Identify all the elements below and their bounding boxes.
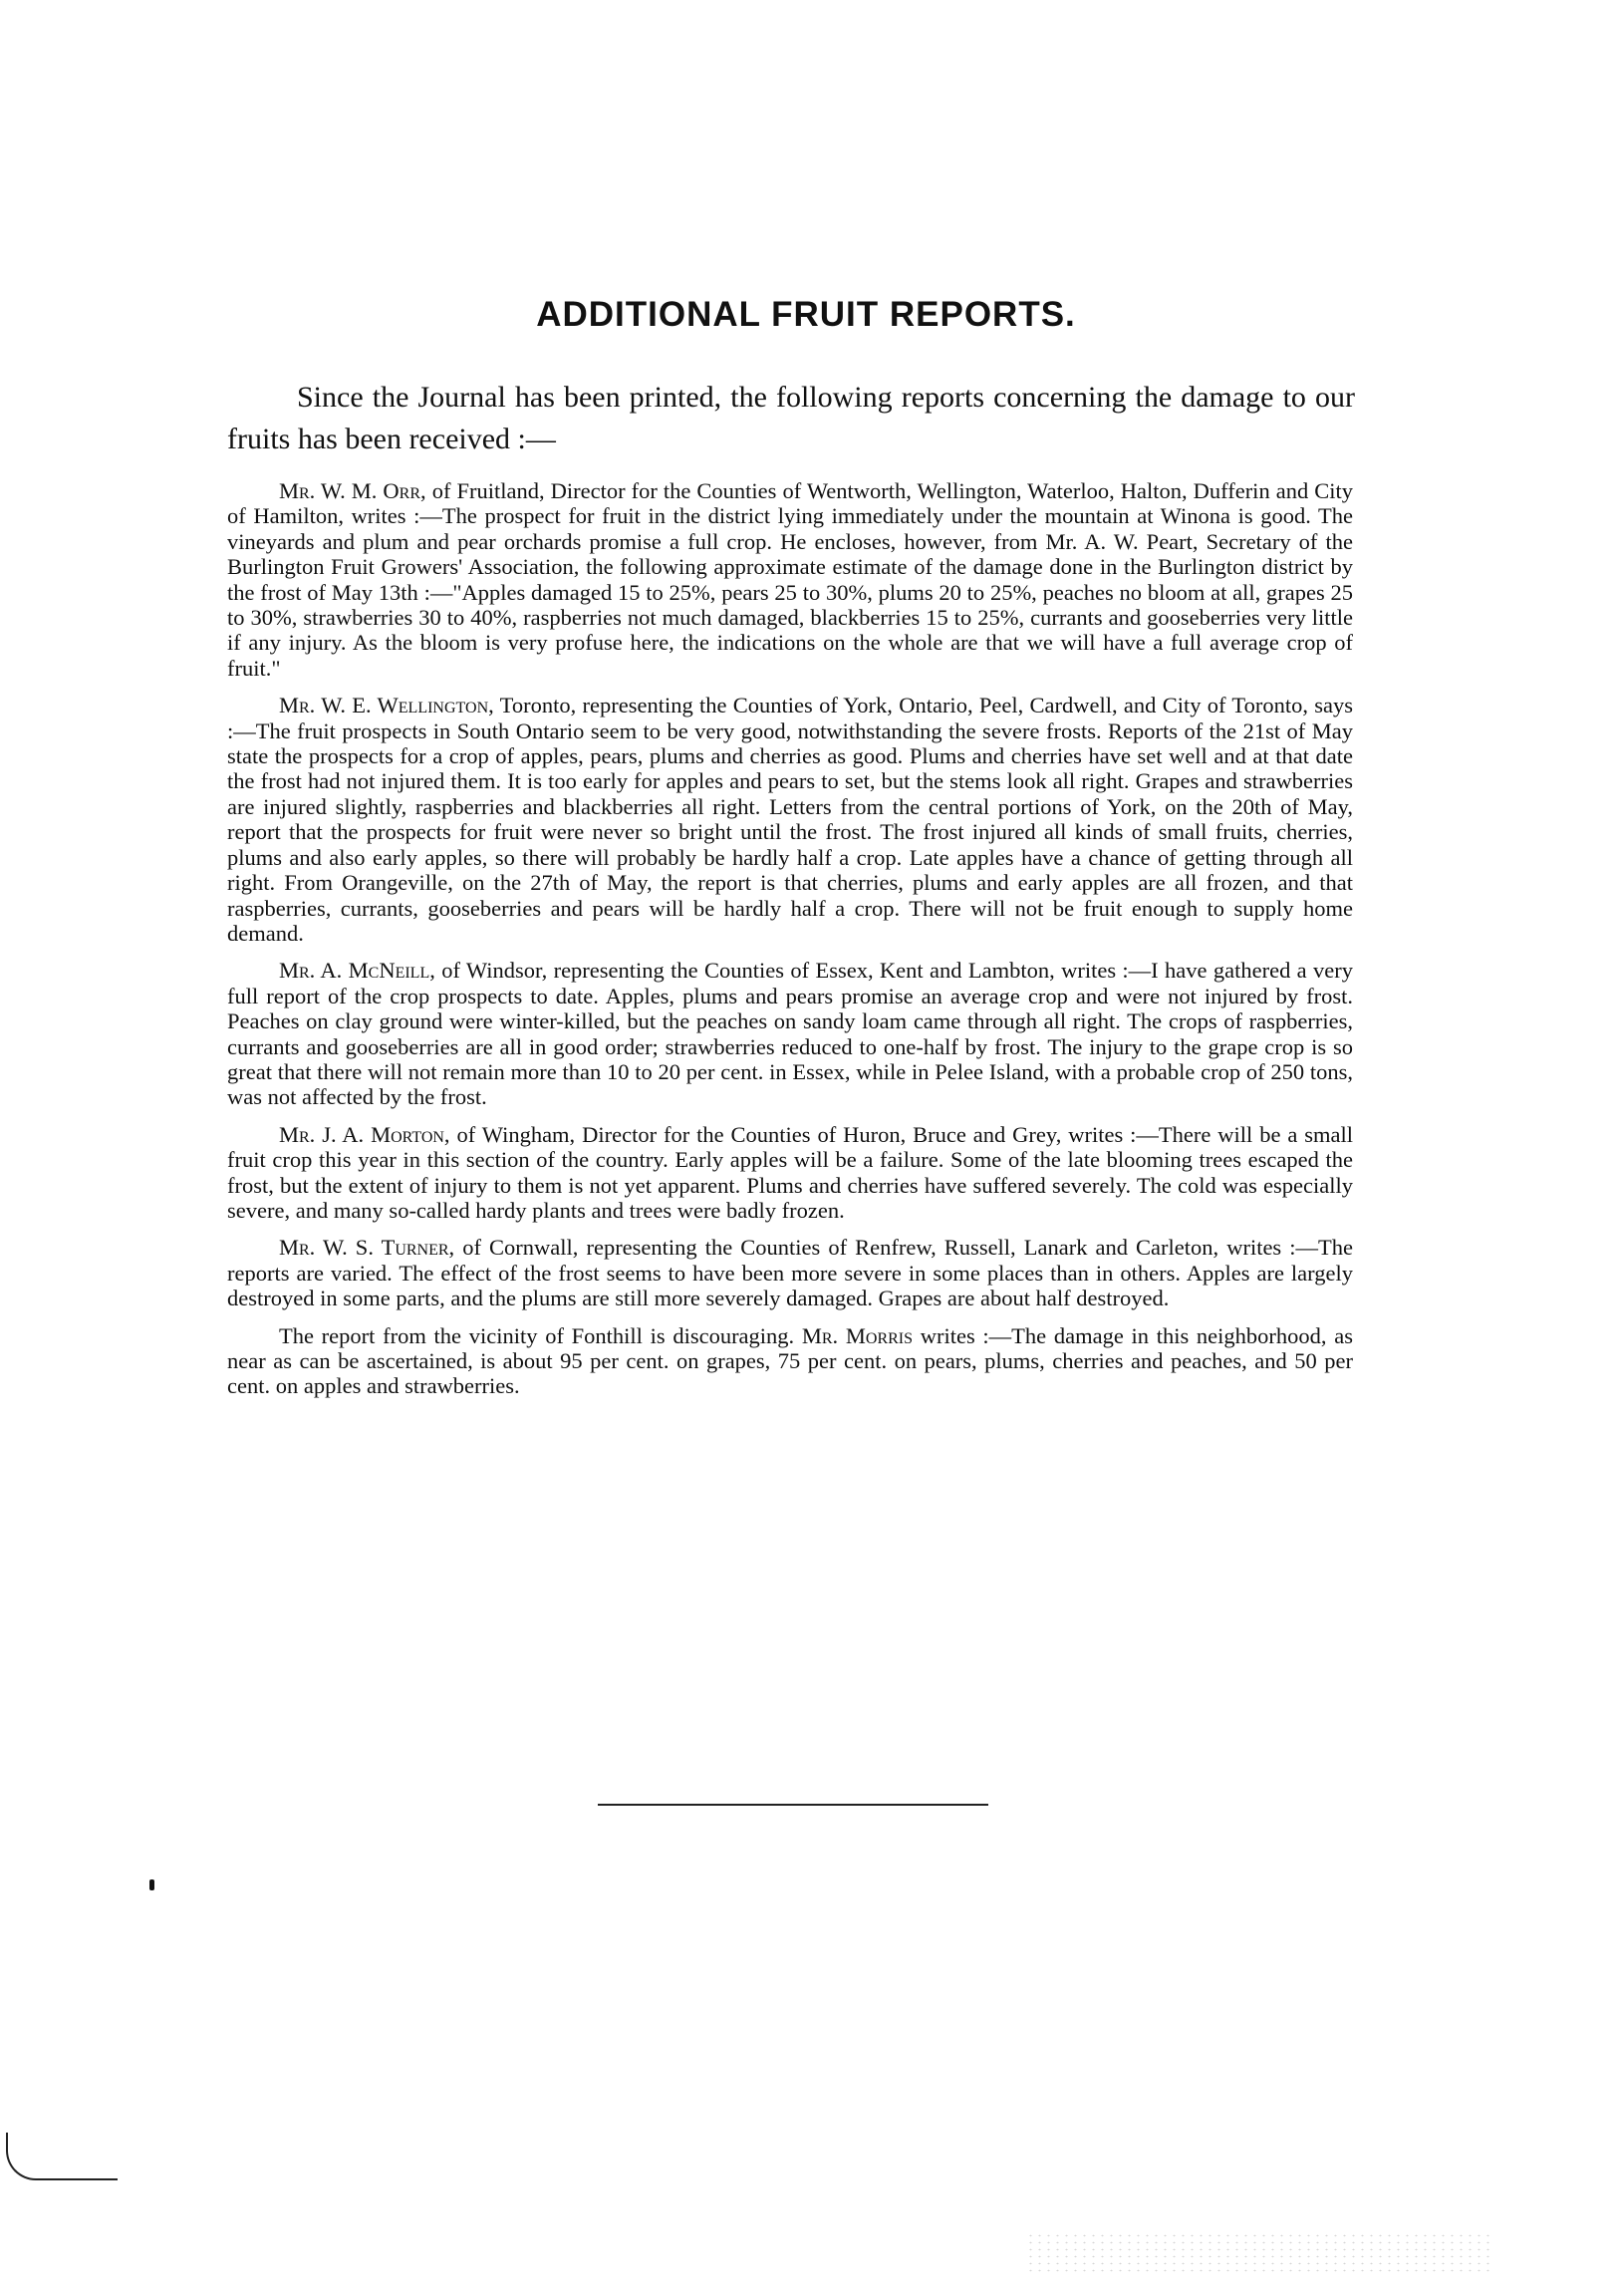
report-text: of Cornwall, representing the Counties of Renfrew, Russell, Lanark and Carleton, writes :—The reports are varied. The effect of the frost seems to have been more severe in some places than in others. Apples are largely destroyed in some parts, and the plums are still more severely damaged. Grapes are about half destroyed. <box>227 1235 1353 1311</box>
document-title: ADDITIONAL FRUIT REPORTS. <box>536 295 1076 334</box>
scan-speck <box>149 1879 154 1890</box>
report-author: Mr. J. A. Morton, <box>279 1121 450 1147</box>
report-orr <box>227 478 1353 681</box>
report-author: Mr. W. M. Orr, <box>279 478 426 503</box>
report-text: of Windsor, representing the Counties of Essex, Kent and Lambton, writes :—I have gathered a very full report of the crop prospects to date. Apples, plums and pears promise an average crop and were not injured by frost. Peaches on clay ground were winter-killed, but the peaches on sandy loam came through all right. The crops of raspberries, currants and gooseberries are all in good order; strawberries reduced to one-half by frost. The injury to the grape crop is so great that there will not remain more than 10 to 20 per cent. in Essex, while in Pelee Island, with a probable crop of 250 tons, was not affected by the frost. <box>227 958 1353 1110</box>
report-author: Mr. W. S. Turner, <box>279 1235 455 1261</box>
report-morton <box>227 1122 1353 1224</box>
reports-body <box>227 478 1353 1411</box>
report-text: of Fruitland, Director for the Counties of Wentworth, Wellington, Waterloo, Halton, Dufferin and City of Hamilton, writes :—The prospect for fruit in the district lying immediately under the mountain at Winona is good. The vineyards and plum and pear orchards promise a full crop. He encloses, however, from Mr. A. W. Peart, Secretary of the Burlington Fruit Growers' Association, the following approximate estimate of the damage done in the Burlington district by the frost of May 13th :—"Apples damaged 15 to 25%, pears 25 to 30%, plums 20 to 25%, peaches no bloom at all, grapes 25 to 30%, strawberries 30 to 40%, raspberries not much damaged, blackberries 15 to 25%, currants and gooseberries very little if any injury. As the bloom is very profuse here, the indications on the whole are that we will have a full average crop of fruit." <box>227 478 1354 681</box>
report-author: Mr. W. E. Wellington, <box>279 693 494 718</box>
report-wellington <box>227 693 1353 946</box>
report-text: of Wingham, Director for the Counties of Huron, Bruce and Grey, writes :—There will be a small fruit crop this year in this section of the country. Early apples will be a failure. Some of the late blooming trees escaped the frost, but the extent of injury to them is not yet apparent. Plums and cherries have suffered severely. The cold was especially severe, and many so-called hardy plants and trees were badly frozen. <box>227 1121 1353 1223</box>
scan-noise <box>1026 2232 1494 2272</box>
report-author: Mr. A. McNeill, <box>279 958 435 984</box>
report-turner <box>227 1235 1353 1310</box>
report-mcneill <box>227 958 1353 1109</box>
scan-edge-mark <box>6 2133 118 2180</box>
closing-rule <box>598 1804 988 1806</box>
report-text-before: The report from the vicinity of Fonthill is discouraging. <box>279 1322 802 1348</box>
intro-paragraph: Since the Journal has been printed, the following reports concerning the damage to our fruits has been received :— <box>227 381 1355 455</box>
report-fonthill <box>227 1323 1353 1399</box>
report-author: Mr. Morris <box>801 1322 914 1348</box>
report-text: Toronto, representing the Counties of York, Ontario, Peel, Cardwell, and City of Toronto, says :—The fruit prospects in South Ontario seem to be very good, notwithstanding the severe frosts. Reports of the 21st of May state the prospects for a crop of apples, pears, plums and cherries as good. Plums and cherries have set well and at that date the frost had not injured them. It is too early for apples and pears to set, but the stems look all right. Grapes and strawberries are injured slightly, raspberries and blackberries all right. Letters from the central portions of York, on the 20th of May, report that the prospects for fruit were never so bright until the frost. The frost injured all kinds of small fruits, cherries, plums and also early apples, so there will probably be hardly half a crop. Late apples have a chance of getting through all right. From Orangeville, on the 27th of May, the report is that cherries, plums and early apples are all frozen, and that raspberries, currants, gooseberries and pears will be hardly half a crop. There will not be fruit enough to supply home demand. <box>227 693 1353 946</box>
report-text-after: writes :—The damage in this neighborhood, as near as can be ascertained, is about 95 per cent. on grapes, 75 per cent. on pears, plums, cherries and peaches, and 50 per cent. on apples and strawberries. <box>227 1322 1353 1399</box>
